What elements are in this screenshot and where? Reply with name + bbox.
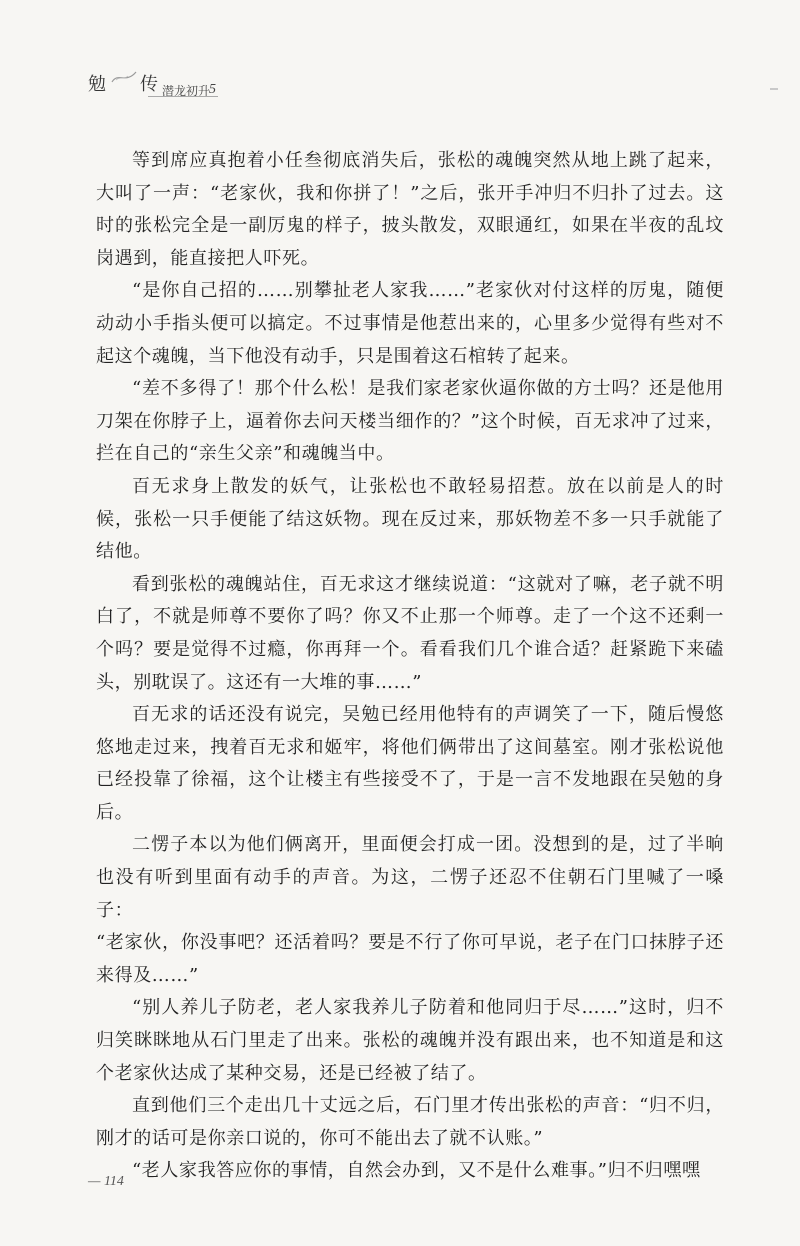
header-volume-number: 5	[209, 82, 216, 97]
paragraph: “别人养儿子防老，老人家我养儿子防着和他同归于尽……”这时，归不归笑眯眯地从石门里走了出来。张松的魂魄并没有跟出来，也不知道是和这个老家伙达成了某种交易，还是已经被了结了。	[96, 997, 724, 1084]
body-text	[96, 145, 724, 1188]
paragraph: 看到张松的魂魄站住，百无求这才继续说道：“这就对了嘛，老子就不明白了，不就是师尊不要你了吗？你又不止那一个师尊。走了一个这不还剩一个吗？要是觉得不过瘾，你再拜一个。看看我们几个谁合适？赶紧跪下来磕头，别耽误了。这还有一大堆的事……”	[96, 573, 724, 693]
header-title-char-1: 勉	[88, 74, 107, 95]
paragraph: “老家伙，你没事吧？还活着吗？要是不行了你可早说，老子在门口抹脖子还来得及……”	[96, 932, 724, 986]
paragraph: 百无求身上散发的妖气，让张松也不敢轻易招惹。放在以前是人的时候，张松一只手便能了结这妖物。现在反过来，那妖物差不多一只手就能了结他。	[96, 475, 724, 563]
margin-mark	[770, 88, 778, 90]
header-ornament-icon	[110, 68, 138, 86]
header-subtitle: 潜龙初升	[162, 84, 211, 98]
paragraph: 二愣子本以为他们俩离开，里面便会打成一团。没想到的是，过了半晌也没有听到里面有动手的声音。为这，二愣子还忍不住朝石门里喊了一嗓子：	[96, 834, 724, 921]
running-header	[88, 60, 388, 100]
paragraph: 等到席应真抱着小任叁彻底消失后，张松的魂魄突然从地上跳了起来，大叫了一声：“老家伙，我和你拼了！”之后，张开手冲归不归扑了过去。这时的张松完全是一副厉鬼的样子，披头散发，双眼通红，如果在半夜的乱坟岗遇到，能直接把人吓死。	[96, 150, 724, 269]
paragraph: “老人家我答应你的事情，自然会办到，又不是什么难事。”归不归嘿嘿	[132, 1160, 701, 1182]
header-rule	[148, 96, 218, 97]
paragraph: “差不多得了！那个什么松！是我们家老家伙逼你做的方士吗？还是他用刀架在你脖子上，逼着你去问天楼当细作的？”这个时候，百无求冲了过来，拦在自己的“亲生父亲”和魂魄当中。	[96, 378, 724, 465]
paragraph: 百无求的话还没有说完，吴勉已经用他特有的声调笑了一下，随后慢悠悠地走过来，拽着百无求和姬牢，将他们俩带出了这间墓室。刚才张松说他已经投靠了徐福，这个让楼主有些接受不了，于是一言不发地跟在吴勉的身后。	[96, 704, 724, 823]
header-title-char-2: 传	[140, 74, 159, 95]
paragraph: 直到他们三个走出几十丈远之后，石门里才传出张松的声音：“归不归，刚才的话可是你亲口说的，你可不能出去了就不认账。”	[96, 1095, 724, 1149]
paragraph: “是你自己招的……别攀扯老人家我……”老家伙对付这样的厉鬼，随便动动小手指头便可以搞定。不过事情是他惹出来的，心里多少觉得有些对不起这个魂魄，当下他没有动手，只是围着这石棺转了起来。	[96, 280, 724, 367]
page-number: — 114	[88, 1174, 124, 1189]
